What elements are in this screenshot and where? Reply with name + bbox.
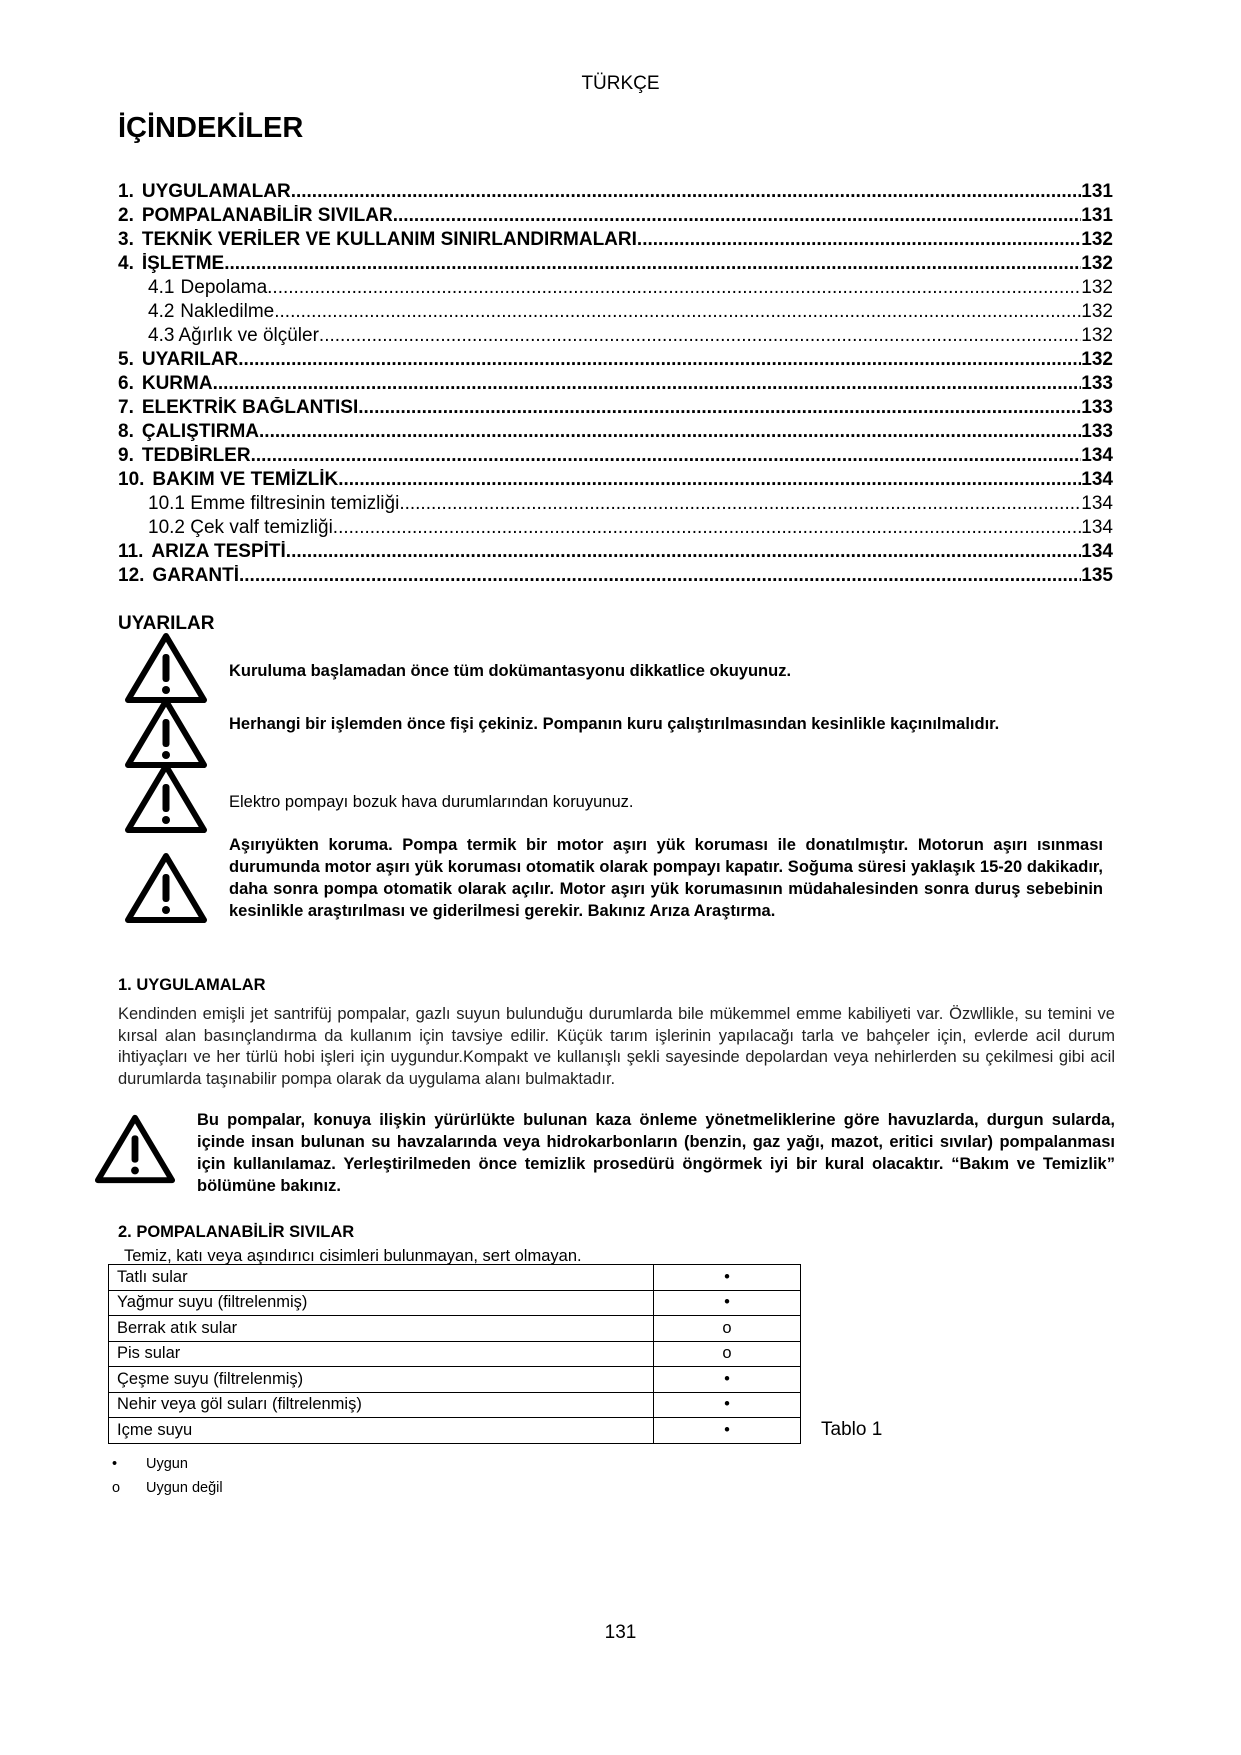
toc-leader: [637, 229, 1081, 251]
warning-text: Aşırıyükten koruma. Pompa termik bir motor aşırı yük koruması ile donatılmıştır. Motorun aşırı ısınması durumunda motor aşırı yük koruması otomatik olarak pompayı kapatır. Soğuma süresi yaklaşık 15-20 dakikadır, daha sonra pompa otomatik olarak açılır. Motor aşırı yük korumasının müdahalesinden sonra duruş sebebinin kesinlikle araştırılması ve giderilmesi gerekir. Bakınız Arıza Araştırma.: [229, 836, 1103, 920]
toc-page: 135: [1081, 565, 1113, 586]
toc-leader: [267, 277, 1081, 299]
section-heading-applications: 1. UYGULAMALAR: [118, 976, 266, 994]
toc-label: UYARILAR: [141, 349, 239, 370]
toc-entry[interactable]: [118, 517, 1113, 541]
table-row: [109, 1418, 801, 1444]
toc-page: 132: [1081, 253, 1113, 274]
toc-entry[interactable]: [118, 325, 1113, 349]
legend-text: Uygun: [146, 1456, 188, 1472]
liquid-name: Çeşme suyu (filtrelenmiş): [109, 1367, 654, 1393]
toc-label: İŞLETME: [141, 253, 225, 274]
toc-number: 7.: [118, 397, 134, 418]
toc-label: Nakledilme: [180, 301, 275, 322]
warning-text: Elektro pompayı bozuk hava durumlarından koruyunuz.: [229, 793, 634, 811]
toc-leader: [239, 565, 1081, 587]
liquid-name: Tatlı sular: [109, 1265, 654, 1291]
toc-number: 9.: [118, 445, 134, 466]
legend-item: [112, 1480, 223, 1496]
legend-symbol: o: [112, 1480, 121, 1496]
toc-leader: [358, 397, 1081, 419]
toc-entry[interactable]: [118, 253, 1113, 277]
toc-number: 11.: [118, 541, 144, 562]
liquid-name: Yağmur suyu (filtrelenmiş): [109, 1290, 654, 1316]
warning-icon: [94, 1112, 176, 1186]
toc-entry[interactable]: [118, 469, 1113, 493]
toc-entry[interactable]: [118, 397, 1113, 421]
toc-label: Depolama: [180, 277, 268, 298]
toc-page: 134: [1081, 469, 1113, 490]
toc-entry[interactable]: [118, 541, 1113, 565]
liquids-intro: Temiz, katı veya aşındırıcı cisimleri bulunmayan, sert olmayan.: [124, 1247, 582, 1265]
suitability-mark: •: [654, 1392, 801, 1418]
toc-label: 10.2 Çek valf temizliği: [148, 517, 333, 538]
legend-symbol: •: [112, 1456, 118, 1472]
toc-number: 4.3: [148, 325, 175, 346]
warnings-heading: UYARILAR: [118, 613, 215, 634]
toc-page: 132: [1081, 349, 1113, 370]
toc-page: 134: [1081, 445, 1113, 466]
toc-label: UYGULAMALAR: [141, 181, 291, 202]
warning-icon: [124, 632, 208, 704]
toc-label: ELEKTRİK BAĞLANTISI: [141, 397, 359, 418]
toc-leader: [399, 493, 1081, 515]
table-row: [109, 1341, 801, 1367]
toc-number: 4.: [118, 253, 134, 274]
toc-number: 1.: [118, 181, 134, 202]
suitability-mark: •: [654, 1418, 801, 1444]
liquids-table: [108, 1264, 801, 1444]
toc-number: 10.: [118, 469, 145, 490]
suitability-mark: •: [654, 1265, 801, 1291]
toc-leader: [259, 421, 1081, 443]
toc-page: 133: [1081, 421, 1113, 442]
toc-label: KURMA: [141, 373, 213, 394]
warning-text: Kuruluma başlamadan önce tüm dokümantasyonu dikkatlice okuyunuz.: [229, 662, 792, 680]
toc-label: TEKNİK VERİLER VE KULLANIM SINIRLANDIRMALARI: [141, 229, 637, 250]
suitability-mark: •: [654, 1290, 801, 1316]
toc-label: TEDBİRLER: [141, 445, 251, 466]
table-of-contents: [118, 181, 1113, 589]
warning-icon: [124, 852, 208, 924]
toc-leader: [224, 253, 1081, 275]
table-row: [109, 1392, 801, 1418]
toc-entry[interactable]: [118, 277, 1113, 301]
toc-page: 132: [1081, 229, 1113, 250]
table-row: [109, 1367, 801, 1393]
toc-page: 134: [1081, 493, 1113, 514]
table-caption: Tablo 1: [821, 1419, 883, 1440]
liquid-name: Berrak atık sular: [109, 1316, 654, 1342]
toc-page: 132: [1081, 325, 1113, 346]
toc-leader: [286, 541, 1082, 563]
toc-number: 8.: [118, 421, 134, 442]
toc-entry[interactable]: [118, 373, 1113, 397]
toc-leader: [291, 181, 1082, 203]
toc-entry[interactable]: [118, 205, 1113, 229]
toc-leader: [393, 205, 1082, 227]
liquid-name: Içme suyu: [109, 1418, 654, 1444]
applications-text: Kendinden emişli jet santrifüj pompalar, gazlı suyun bulunduğu durumlarda bile mükemmel emme kabiliyeti var. Özwllikle, su temini ve kırsal alan basınçlandırma da kullanım için tavsiye edilir. Küçük tarım işlerinin yapılacağı tarla ve bahçeler için, evlerde acil durum ihtiyaçları ve her türlü hobi işleri için uygundur.Kompakt ve kullanışlı şekli sayesinde depolardan veya nehirlerden su çekilmesi gibi acil durumlarda taşınabilir pompa olarak da uygulama alanı bulmaktadır.: [118, 1005, 1115, 1088]
toc-page: 133: [1081, 373, 1113, 394]
toc-label: 10.1 Emme filtresinin temizliği: [148, 493, 400, 514]
toc-number: 4.1: [148, 277, 175, 298]
toc-label: POMPALANABİLİR SIVILAR: [141, 205, 393, 226]
warning-icon: [124, 697, 208, 769]
toc-number: 4.2: [148, 301, 175, 322]
toc-label: GARANTİ: [152, 565, 239, 586]
toc-entry[interactable]: [118, 349, 1113, 373]
legend-item: [112, 1456, 188, 1472]
toc-entry[interactable]: [118, 421, 1113, 445]
toc-number: 2.: [118, 205, 134, 226]
suitability-mark: o: [654, 1341, 801, 1367]
toc-page: 133: [1081, 397, 1113, 418]
toc-leader: [251, 445, 1082, 467]
table-row: [109, 1316, 801, 1342]
table-row: [109, 1290, 801, 1316]
toc-label: Ağırlık ve ölçüler: [178, 325, 319, 346]
toc-page: 131: [1081, 181, 1113, 202]
suitability-mark: •: [654, 1367, 801, 1393]
toc-page: 134: [1081, 517, 1113, 538]
warning-text: Herhangi bir işlemden önce fişi çekiniz. Pompanın kuru çalıştırılmasından kesinlikle kaçınılmalıdır.: [229, 715, 1000, 733]
section-heading-liquids: 2. POMPALANABİLİR SIVILAR: [118, 1223, 355, 1241]
toc-leader: [213, 373, 1082, 395]
language-header: TÜRKÇE: [581, 73, 660, 94]
liquid-name: Pis sular: [109, 1341, 654, 1367]
toc-entry[interactable]: [118, 565, 1113, 589]
toc-leader: [238, 349, 1081, 371]
toc-entry[interactable]: [118, 229, 1113, 253]
toc-entry[interactable]: [118, 493, 1113, 517]
toc-leader: [338, 469, 1081, 491]
toc-label: BAKIM VE TEMİZLİK: [152, 469, 339, 490]
liquid-name: Nehir veya göl suları (filtrelenmiş): [109, 1392, 654, 1418]
toc-page: 132: [1081, 301, 1113, 322]
page-title: İÇİNDEKİLER: [118, 112, 304, 144]
toc-number: 5.: [118, 349, 134, 370]
toc-leader: [274, 301, 1081, 323]
toc-page: 134: [1081, 541, 1113, 562]
toc-page: 132: [1081, 277, 1113, 298]
toc-page: 131: [1081, 205, 1113, 226]
suitability-mark: o: [654, 1316, 801, 1342]
page-number: 131: [604, 1622, 637, 1643]
table-row: [109, 1265, 801, 1291]
toc-number: 6.: [118, 373, 134, 394]
toc-entry[interactable]: [118, 445, 1113, 469]
toc-leader: [319, 325, 1081, 347]
toc-entry[interactable]: [118, 181, 1113, 205]
toc-leader: [333, 517, 1082, 539]
toc-number: 12.: [118, 565, 145, 586]
toc-number: 3.: [118, 229, 134, 250]
toc-label: ÇALIŞTIRMA: [141, 421, 260, 442]
legend-text: Uygun değil: [146, 1480, 223, 1496]
warning-icon: [124, 762, 208, 834]
toc-entry[interactable]: [118, 301, 1113, 325]
applications-warning: Bu pompalar, konuya ilişkin yürürlükte bulunan kaza önleme yönetmeliklerine göre havuzlarda, durgun sularda, içinde insan bulunan su havzalarında veya hidrokarbonların (benzin, gaz yağı, mazot, eritici sıvılar) pompalanması için kullanılamaz. Yerleştirilmeden önce temizlik prosedürü öngörmek iyi bir kural olacaktır. “Bakım ve Temizlik” bölümüne bakınız.: [197, 1111, 1115, 1195]
toc-label: ARIZA TESPİTİ: [151, 541, 286, 562]
